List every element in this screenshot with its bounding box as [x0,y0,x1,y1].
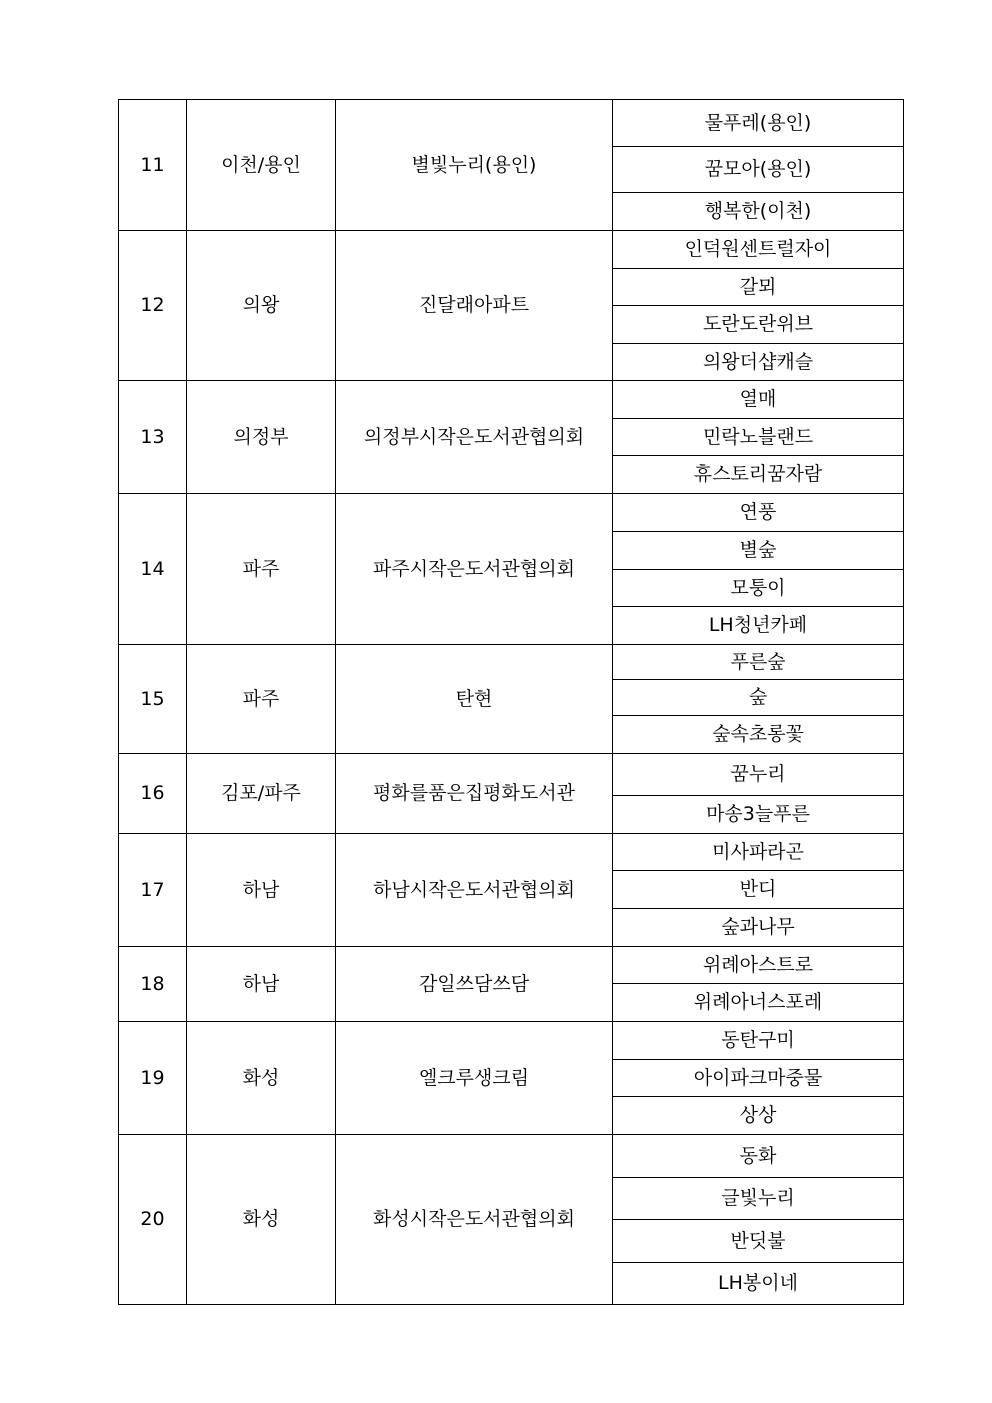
library-cell: 모퉁이 [613,570,904,607]
library-cell: 숲 [613,680,904,716]
library-cell: 꿈모아(용인) [613,147,904,193]
library-cell: 숲과나무 [613,909,904,947]
library-cell: 휴스토리꿈자람 [613,456,904,494]
row-number: 16 [119,754,187,834]
organization-cell: 엘크루생크림 [336,1022,613,1135]
table-row [119,231,904,269]
library-cell: 갈뫼 [613,269,904,306]
row-number: 12 [119,231,187,381]
organization-cell: 별빛누리(용인) [336,100,613,231]
library-cell: 위례아너스포레 [613,984,904,1022]
table-row [119,947,904,984]
library-cell: 아이파크마중물 [613,1060,904,1097]
row-number: 20 [119,1135,187,1305]
organization-cell: 파주시작은도서관협의회 [336,494,613,645]
library-cell: 글빛누리 [613,1178,904,1220]
table-row [119,1022,904,1060]
library-cell: 인덕원센트럴자이 [613,231,904,269]
library-cell: LH청년카페 [613,607,904,645]
row-number: 13 [119,381,187,494]
library-table [118,99,904,1305]
organization-cell: 감일쓰담쓰담 [336,947,613,1022]
row-number: 18 [119,947,187,1022]
region-cell: 화성 [187,1135,336,1305]
row-number: 19 [119,1022,187,1135]
library-cell: 상상 [613,1097,904,1135]
table-row [119,100,904,147]
library-cell: 연풍 [613,494,904,532]
library-cell: 위례아스트로 [613,947,904,984]
row-number: 17 [119,834,187,947]
organization-cell: 의정부시작은도서관협의회 [336,381,613,494]
region-cell: 파주 [187,645,336,754]
library-cell: 의왕더샵캐슬 [613,344,904,381]
organization-cell: 진달래아파트 [336,231,613,381]
library-cell: 미사파라곤 [613,834,904,871]
organization-cell: 탄현 [336,645,613,754]
library-cell: 꿈누리 [613,754,904,796]
library-cell: 행복한(이천) [613,193,904,231]
row-number: 15 [119,645,187,754]
organization-cell: 평화를품은집평화도서관 [336,754,613,834]
library-cell: 동탄구미 [613,1022,904,1060]
library-cell: 반디 [613,871,904,909]
region-cell: 이천/용인 [187,100,336,231]
region-cell: 의왕 [187,231,336,381]
table-body [119,100,904,1305]
region-cell: 김포/파주 [187,754,336,834]
region-cell: 하남 [187,834,336,947]
library-cell: LH봉이네 [613,1263,904,1305]
region-cell: 하남 [187,947,336,1022]
library-cell: 민락노블랜드 [613,419,904,456]
table-row [119,1135,904,1178]
table-row [119,754,904,796]
library-cell: 열매 [613,381,904,419]
table-row [119,834,904,871]
library-cell: 별숲 [613,532,904,570]
library-cell: 동화 [613,1135,904,1178]
library-cell: 푸른숲 [613,645,904,680]
library-cell: 숲속초롱꽃 [613,716,904,754]
library-cell: 도란도란위브 [613,306,904,344]
row-number: 11 [119,100,187,231]
region-cell: 화성 [187,1022,336,1135]
library-cell: 마송3늘푸른 [613,796,904,834]
table-row [119,645,904,680]
library-cell: 물푸레(용인) [613,100,904,147]
organization-cell: 화성시작은도서관협의회 [336,1135,613,1305]
organization-cell: 하남시작은도서관협의회 [336,834,613,947]
row-number: 14 [119,494,187,645]
library-cell: 반딧불 [613,1220,904,1263]
table-row [119,494,904,532]
table-row [119,381,904,419]
region-cell: 파주 [187,494,336,645]
region-cell: 의정부 [187,381,336,494]
